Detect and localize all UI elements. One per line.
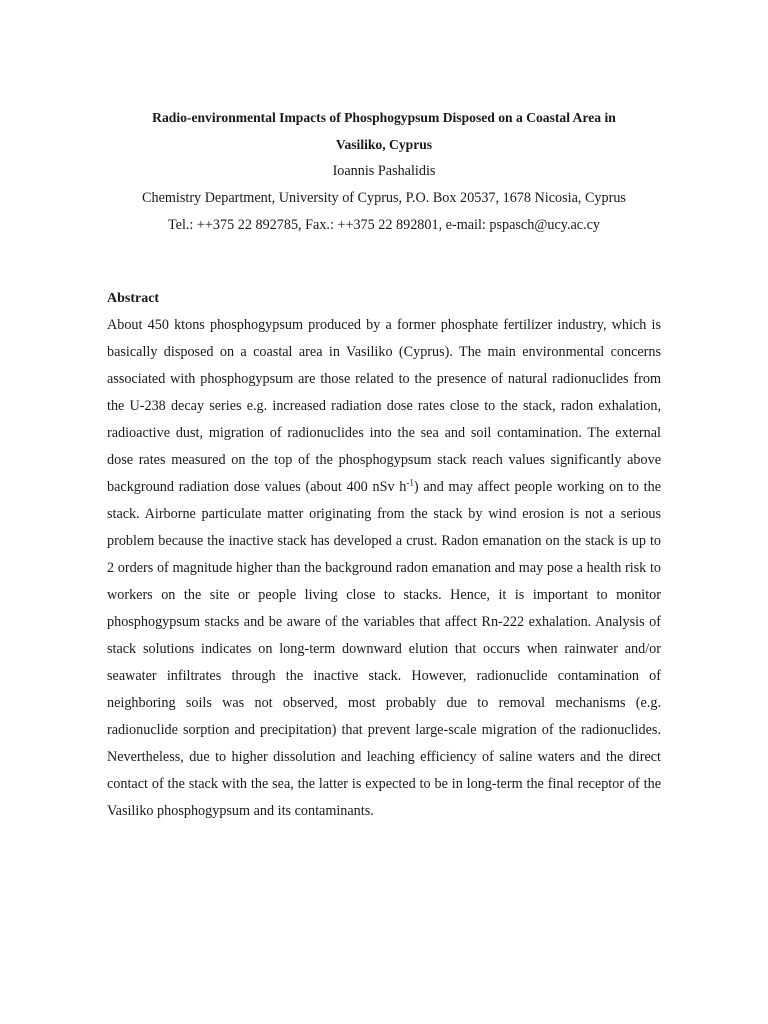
abstract-text-part-1: About 450 ktons phosphogypsum produced by a former phosphate fertilizer industry, which is basically disposed on a coastal area in Vasiliko (Cyprus). The main environmental concerns associated with phosphogypsum are those related to the presence of natural radionuclides from the U-238 decay series e.g. increased radiation dose rates close to the stack, radon exhalation, radioactive dust, migration of radionuclides into the sea and soil contamination. The external dose rates measured on the top of the phosphogypsum stack reach values significantly above background radiation dose values (about 400 nSv h [107,317,661,495]
abstract-text-part-2: ) and may affect people working on to the stack. Airborne particulate matter originating from the stack by wind erosion is not a serious problem because the inactive stack has developed a crust. Radon emanation on the stack is up to 2 orders of magnitude higher than the background radon emanation and may pose a health risk to workers on the site or people living close to stacks. Hence, it is important to monitor phosphogypsum stacks and be aware of the variables that affect Rn-222 exhalation. Analysis of stack solutions indicates on long-term downward elution that occurs when rainwater and/or seawater infiltrates through the inactive stack. However, radionuclide contamination of neighboring soils was not observed, most probably due to removal mechanisms (e.g. radionuclide sorption and precipitation) that prevent large-scale migration of the radionuclides. Nevertheless, due to higher dissolution and leaching efficiency of saline waters and the direct contact of the stack with the sea, the latter is expected to be in long-term the final receptor of the Vasiliko phosphogypsum and its contaminants. [107,479,661,819]
paper-header [0,104,768,239]
abstract-section [107,285,661,825]
paper-title [0,104,768,158]
author-affiliation: Chemistry Department, University of Cyprus, P.O. Box 20537, 1678 Nicosia, Cyprus [142,190,626,206]
paper-title-line-1: Radio-environmental Impacts of Phosphogypsum Disposed on a Coastal Area in [152,110,616,125]
author-contact: Tel.: ++375 22 892785, Fax.: ++375 22 892801, e-mail: pspasch@ucy.ac.cy [167,217,601,233]
abstract-superscript: -1 [406,477,414,488]
paper-title-line-2: Vasiliko, Cyprus [335,137,433,152]
abstract-body [107,312,661,825]
abstract-heading: Abstract [107,291,160,306]
author-name: Ioannis Pashalidis [332,163,436,179]
